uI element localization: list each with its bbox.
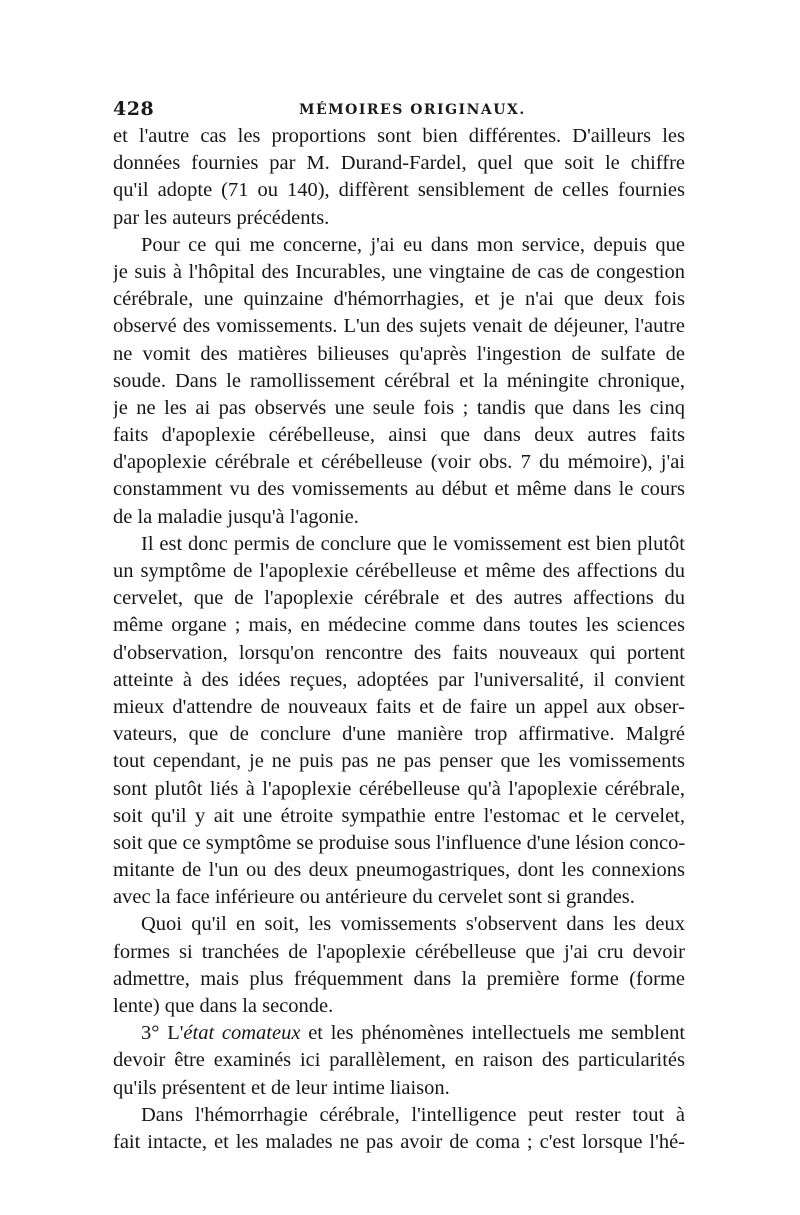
text-line: tout cependant, je ne puis pas ne pas penser que les vomissements bbox=[113, 750, 685, 773]
text-line: par les auteurs précédents. bbox=[113, 206, 330, 229]
article-text: L' bbox=[167, 1022, 184, 1045]
text-line: avec la face inférieure ou antérieure du cervelet sont si grandes. bbox=[113, 886, 635, 909]
text-line: soude. Dans le ramollissement cérébral et la méningite chronique, bbox=[113, 369, 685, 392]
text-line: et l'autre cas les proportions sont bien différentes. D'ailleurs les bbox=[113, 125, 685, 147]
text-line: même organe ; mais, en médecine comme dans toutes les sciences bbox=[113, 614, 685, 637]
paragraph-start-line: Quoi qu'il en soit, les vomissements s'observent dans les deux bbox=[141, 913, 685, 936]
text-line: mitante de l'un ou des deux pneumogastriques, dont les connexions bbox=[113, 859, 685, 882]
body-text bbox=[113, 123, 685, 1156]
text-line: ne vomit des matières bilieuses qu'après l'ingestion de sulfate de bbox=[113, 342, 685, 365]
text-line: sont plutôt liés à l'apoplexie cérébelleuse qu'à l'apoplexie cérébrale, bbox=[113, 777, 685, 800]
line-continuation: et les phénomènes intellectuels me semblent bbox=[300, 1022, 685, 1045]
text-line: un symptôme de l'apoplexie cérébelleuse et même des affections du bbox=[113, 560, 685, 582]
paragraph-start-line: Dans l'hémorrhagie cérébrale, l'intelligence peut rester tout à bbox=[141, 1103, 685, 1126]
text-line: admettre, mais plus fréquemment dans la première forme (forme bbox=[113, 967, 685, 990]
text-line: observé des vomissements. L'un des sujets venait de déjeuner, l'autre bbox=[113, 315, 685, 338]
paragraph-start-line: Pour ce qui me concerne, j'ai eu dans mon service, depuis que bbox=[141, 233, 685, 256]
text-line: d'apoplexie cérébrale et cérébelleuse (voir obs. 7 du mémoire), j'ai bbox=[113, 451, 685, 474]
text-line: soit qu'il y ait une étroite sympathie entre l'estomac et le cervelet, bbox=[113, 804, 685, 827]
text-line: données fournies par M. Durand-Fardel, quel que soit le chiffre bbox=[113, 152, 685, 175]
running-title: MÉMOIRES ORIGINAUX. bbox=[299, 102, 526, 118]
text-line: atteinte à des idées reçues, adoptées par l'universalité, il convient bbox=[113, 668, 685, 691]
text-line: de la maladie jusqu'à l'agonie. bbox=[113, 505, 359, 528]
text-line: fait intacte, et les malades ne pas avoir de coma ; c'est lorsque l'hé- bbox=[113, 1130, 685, 1153]
paragraph-start-line bbox=[113, 1020, 685, 1047]
text-line: qu'ils présentent et de leur intime liaison. bbox=[113, 1076, 450, 1099]
text-line: je suis à l'hôpital des Incurables, une vingtaine de cas de congestion bbox=[113, 260, 685, 283]
text-line: devoir être examinés ici parallèlement, en raison des particularités bbox=[113, 1049, 685, 1072]
page-header bbox=[113, 98, 683, 126]
text-line: mieux d'attendre de nouveaux faits et de faire un appel aux obser- bbox=[113, 695, 685, 718]
text-line: lente) que dans la seconde. bbox=[113, 995, 334, 1017]
text-line: cérébrale, une quinzaine d'hémorrhagies, et je n'ai que deux fois bbox=[113, 288, 685, 311]
text-line: soit que ce symptôme se produise sous l'influence d'une lésion conco- bbox=[113, 831, 685, 854]
section-number: 3° bbox=[141, 1022, 160, 1045]
text-line: qu'il adopte (71 ou 140), diffèrent sensiblement de celles fournies bbox=[113, 179, 685, 202]
text-line: constamment vu des vomissements au début et même dans le cours bbox=[113, 478, 685, 501]
text-line: cervelet, que de l'apoplexie cérébrale et des autres affections du bbox=[113, 587, 685, 610]
page-number: 428 bbox=[113, 98, 155, 120]
paragraph-start-line: Il est donc permis de conclure que le vomissement est bien plutôt bbox=[141, 532, 685, 555]
text-line: je ne les ai pas observés une seule fois ; tandis que dans les cinq bbox=[113, 396, 685, 419]
italic-term: état comateux bbox=[183, 1022, 301, 1045]
text-line: vateurs, que de conclure d'une manière trop affirmative. Malgré bbox=[113, 723, 685, 746]
text-line: d'observation, lorsqu'on rencontre des faits nouveaux qui portent bbox=[113, 641, 685, 664]
text-line: formes si tranchées de l'apoplexie cérébelleuse que j'ai cru devoir bbox=[113, 940, 685, 963]
text-line: faits d'apoplexie cérébelleuse, ainsi que dans deux autres faits bbox=[113, 424, 685, 447]
